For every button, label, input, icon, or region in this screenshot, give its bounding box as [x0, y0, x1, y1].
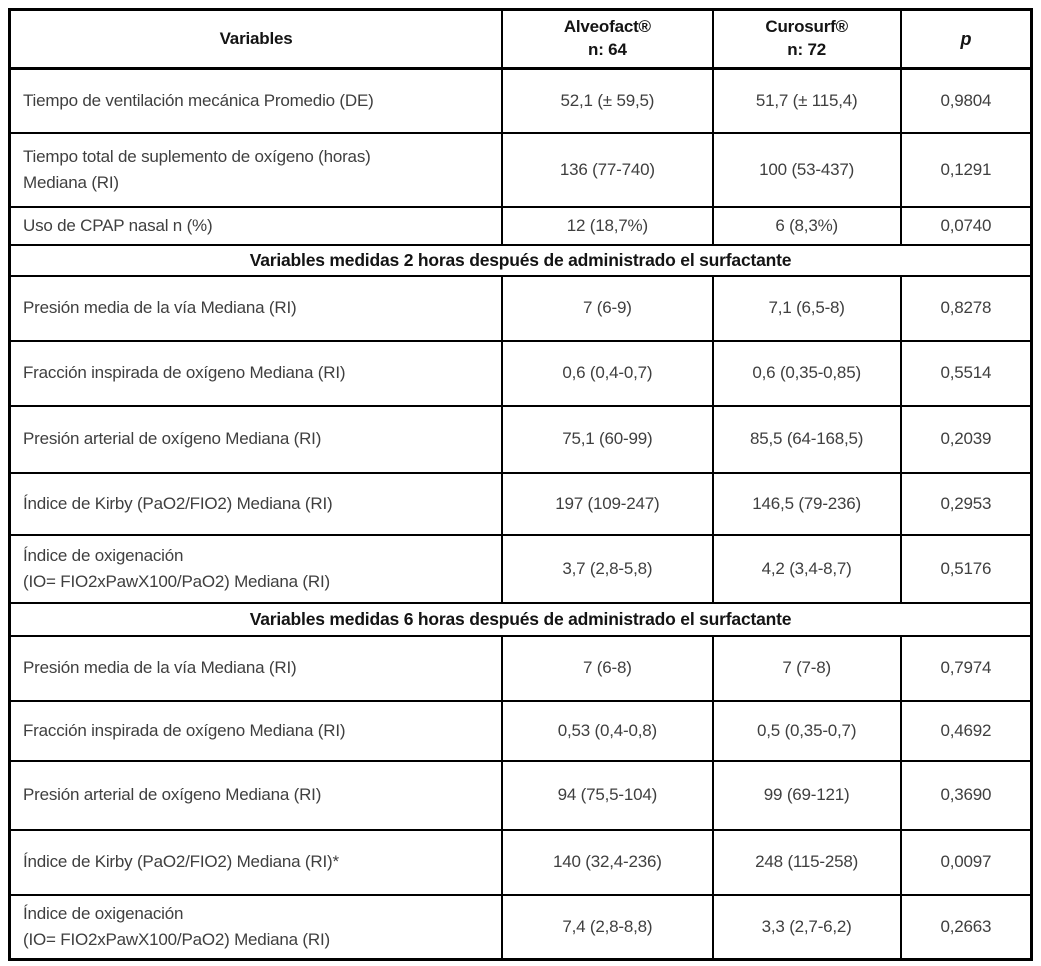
variable-line1: Índice de oxigenación [23, 546, 184, 565]
variable-cell: Índice de Kirby (PaO2/FIO2) Mediana (RI) [10, 473, 503, 535]
p-value: 0,5176 [901, 535, 1032, 603]
p-value: 0,4692 [901, 701, 1032, 761]
alveofact-value: 7 (6-9) [502, 276, 713, 341]
variable-cell [10, 895, 503, 960]
variable-cell: Fracción inspirada de oxígeno Mediana (RI) [10, 341, 503, 406]
p-value: 0,3690 [901, 761, 1032, 830]
p-value: 0,1291 [901, 133, 1032, 207]
table-row [10, 895, 1032, 960]
curosurf-value: 3,3 (2,7-6,2) [713, 895, 901, 960]
alveofact-value: 136 (77-740) [502, 133, 713, 207]
variable-cell: Presión media de la vía Mediana (RI) [10, 636, 503, 701]
variable-cell: Presión arterial de oxígeno Mediana (RI) [10, 406, 503, 473]
curosurf-value: 4,2 (3,4-8,7) [713, 535, 901, 603]
table-row [10, 69, 1032, 133]
variable-line2: (IO= FIO2xPawX100/PaO2) Mediana (RI) [23, 929, 330, 949]
alveofact-value: 52,1 (± 59,5) [502, 69, 713, 133]
table-row [10, 830, 1032, 895]
table-row [10, 406, 1032, 473]
section-header-row [10, 603, 1032, 636]
p-value: 0,0097 [901, 830, 1032, 895]
curosurf-value: 100 (53-437) [713, 133, 901, 207]
variable-cell: Tiempo de ventilación mecánica Promedio (DE) [10, 69, 503, 133]
curosurf-value: 248 (115-258) [713, 830, 901, 895]
header-row [10, 10, 1032, 69]
variable-line1: Índice de oxigenación [23, 904, 184, 924]
alveofact-value: 7,4 (2,8-8,8) [502, 895, 713, 960]
p-value: 0,2663 [901, 895, 1032, 960]
p-value: 0,2953 [901, 473, 1032, 535]
col-header-alveofact-name: Alveofact® [563, 17, 651, 37]
p-value: 0,9804 [901, 69, 1032, 133]
col-header-curosurf-name: Curosurf® [765, 17, 848, 37]
curosurf-value: 7 (7-8) [713, 636, 901, 701]
col-header-alveofact [502, 10, 713, 69]
alveofact-value: 0,6 (0,4-0,7) [502, 341, 713, 406]
p-value: 0,8278 [901, 276, 1032, 341]
section-title-6-horas: Variables medidas 6 horas después de administrado el surfactante [10, 603, 1032, 636]
alveofact-value: 94 (75,5-104) [502, 761, 713, 830]
col-header-alveofact-n: n: 64 [588, 40, 627, 59]
alveofact-value: 140 (32,4-236) [502, 830, 713, 895]
variable-line1: Tiempo total de suplemento de oxígeno (horas) [23, 147, 371, 166]
variable-cell: Fracción inspirada de oxígeno Mediana (RI) [10, 701, 503, 761]
col-header-curosurf [713, 10, 901, 69]
p-value: 0,0740 [901, 207, 1032, 245]
variable-cell: Índice de Kirby (PaO2/FIO2) Mediana (RI)* [10, 830, 503, 895]
table-row [10, 341, 1032, 406]
p-value: 0,2039 [901, 406, 1032, 473]
table-row [10, 636, 1032, 701]
table-row [10, 535, 1032, 603]
curosurf-value: 6 (8,3%) [713, 207, 901, 245]
alveofact-value: 7 (6-8) [502, 636, 713, 701]
p-value: 0,7974 [901, 636, 1032, 701]
variable-cell: Presión media de la vía Mediana (RI) [10, 276, 503, 341]
alveofact-value: 12 (18,7%) [502, 207, 713, 245]
variable-cell: Uso de CPAP nasal n (%) [10, 207, 503, 245]
alveofact-value: 0,53 (0,4-0,8) [502, 701, 713, 761]
alveofact-value: 75,1 (60-99) [502, 406, 713, 473]
table-row [10, 473, 1032, 535]
curosurf-value: 0,6 (0,35-0,85) [713, 341, 901, 406]
col-header-variables: Variables [10, 10, 503, 69]
variable-line2: Mediana (RI) [23, 172, 119, 192]
table-row [10, 276, 1032, 341]
section-title-2-horas: Variables medidas 2 horas después de administrado el surfactante [10, 245, 1032, 276]
col-header-curosurf-n: n: 72 [787, 40, 826, 59]
curosurf-value: 7,1 (6,5-8) [713, 276, 901, 341]
table-row [10, 133, 1032, 207]
variable-line2: (IO= FIO2xPawX100/PaO2) Mediana (RI) [23, 571, 330, 591]
col-header-p: p [901, 10, 1032, 69]
table-row [10, 761, 1032, 830]
curosurf-value: 85,5 (64-168,5) [713, 406, 901, 473]
curosurf-value: 99 (69-121) [713, 761, 901, 830]
table-row [10, 701, 1032, 761]
variable-cell: Presión arterial de oxígeno Mediana (RI) [10, 761, 503, 830]
curosurf-value: 146,5 (79-236) [713, 473, 901, 535]
results-table [8, 8, 1033, 961]
curosurf-value: 51,7 (± 115,4) [713, 69, 901, 133]
alveofact-value: 197 (109-247) [502, 473, 713, 535]
section-header-row [10, 245, 1032, 276]
alveofact-value: 3,7 (2,8-5,8) [502, 535, 713, 603]
variable-cell [10, 133, 503, 207]
table-row [10, 207, 1032, 245]
variable-cell [10, 535, 503, 603]
curosurf-value: 0,5 (0,35-0,7) [713, 701, 901, 761]
p-value: 0,5514 [901, 341, 1032, 406]
